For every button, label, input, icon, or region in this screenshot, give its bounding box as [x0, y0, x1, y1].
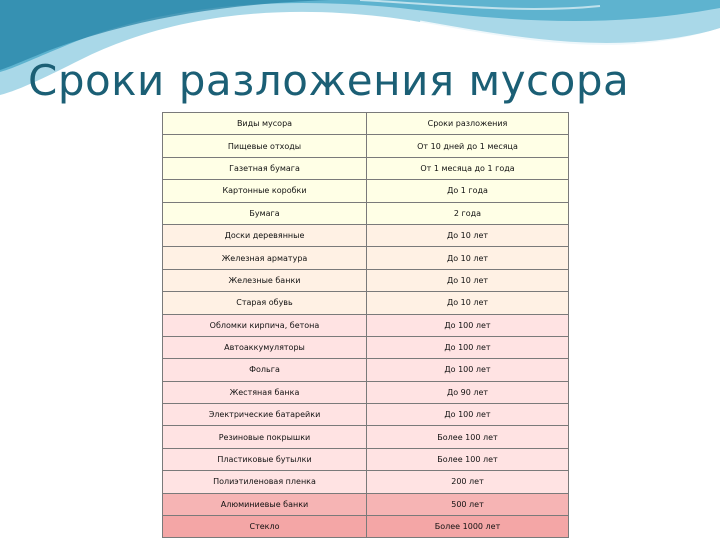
waste-type-cell: Бумага [163, 202, 367, 224]
table-row [163, 292, 569, 314]
column-header-period: Сроки разложения [367, 113, 569, 135]
waste-type-cell: Электрические батарейки [163, 404, 367, 426]
table-row [163, 404, 569, 426]
waste-type-cell: Газетная бумага [163, 157, 367, 179]
waste-type-cell: Железные банки [163, 269, 367, 291]
waste-type-cell: Доски деревянные [163, 224, 367, 246]
decomposition-period-cell: От 1 месяца до 1 года [367, 157, 569, 179]
decomposition-period-cell: Более 100 лет [367, 448, 569, 470]
table-row [163, 180, 569, 202]
decomposition-period-cell: До 100 лет [367, 314, 569, 336]
waste-type-cell: Пищевые отходы [163, 135, 367, 157]
decomposition-period-cell: До 10 лет [367, 269, 569, 291]
decomposition-period-cell: До 1 года [367, 180, 569, 202]
decomposition-period-cell: Более 100 лет [367, 426, 569, 448]
table-row [163, 135, 569, 157]
waste-type-cell: Автоаккумуляторы [163, 336, 367, 358]
table-row [163, 269, 569, 291]
waste-type-cell: Обломки кирпича, бетона [163, 314, 367, 336]
waste-type-cell: Пластиковые бутылки [163, 448, 367, 470]
decomposition-period-cell: 2 года [367, 202, 569, 224]
decomposition-period-cell: До 100 лет [367, 404, 569, 426]
decomposition-period-cell: Более 1000 лет [367, 516, 569, 538]
waste-type-cell: Железная арматура [163, 247, 367, 269]
decomposition-period-cell: До 10 лет [367, 224, 569, 246]
decomposition-period-cell: 500 лет [367, 493, 569, 515]
table-row [163, 314, 569, 336]
decomposition-period-cell: 200 лет [367, 471, 569, 493]
decomposition-period-cell: От 10 дней до 1 месяца [367, 135, 569, 157]
table-row [163, 516, 569, 538]
waste-type-cell: Жестяная банка [163, 381, 367, 403]
table-row [163, 359, 569, 381]
waste-type-cell: Резиновые покрышки [163, 426, 367, 448]
waste-type-cell: Стекло [163, 516, 367, 538]
waste-type-cell: Фольга [163, 359, 367, 381]
decomposition-period-cell: До 10 лет [367, 247, 569, 269]
decomposition-period-cell: До 100 лет [367, 336, 569, 358]
slide-title: Сроки разложения мусора [28, 56, 630, 105]
table-row [163, 247, 569, 269]
table-row [163, 336, 569, 358]
waste-type-cell: Старая обувь [163, 292, 367, 314]
table-row [163, 224, 569, 246]
table-row [163, 471, 569, 493]
decomposition-period-cell: До 10 лет [367, 292, 569, 314]
table-row [163, 493, 569, 515]
decomposition-table [162, 112, 569, 538]
decomposition-period-cell: До 90 лет [367, 381, 569, 403]
waste-type-cell: Полиэтиленовая пленка [163, 471, 367, 493]
table-row [163, 381, 569, 403]
table-row [163, 448, 569, 470]
decomposition-period-cell: До 100 лет [367, 359, 569, 381]
table-row [163, 157, 569, 179]
table-row [163, 426, 569, 448]
table-row [163, 202, 569, 224]
waste-type-cell: Алюминиевые банки [163, 493, 367, 515]
column-header-waste: Виды мусора [163, 113, 367, 135]
table-header-row [163, 113, 569, 135]
waste-type-cell: Картонные коробки [163, 180, 367, 202]
